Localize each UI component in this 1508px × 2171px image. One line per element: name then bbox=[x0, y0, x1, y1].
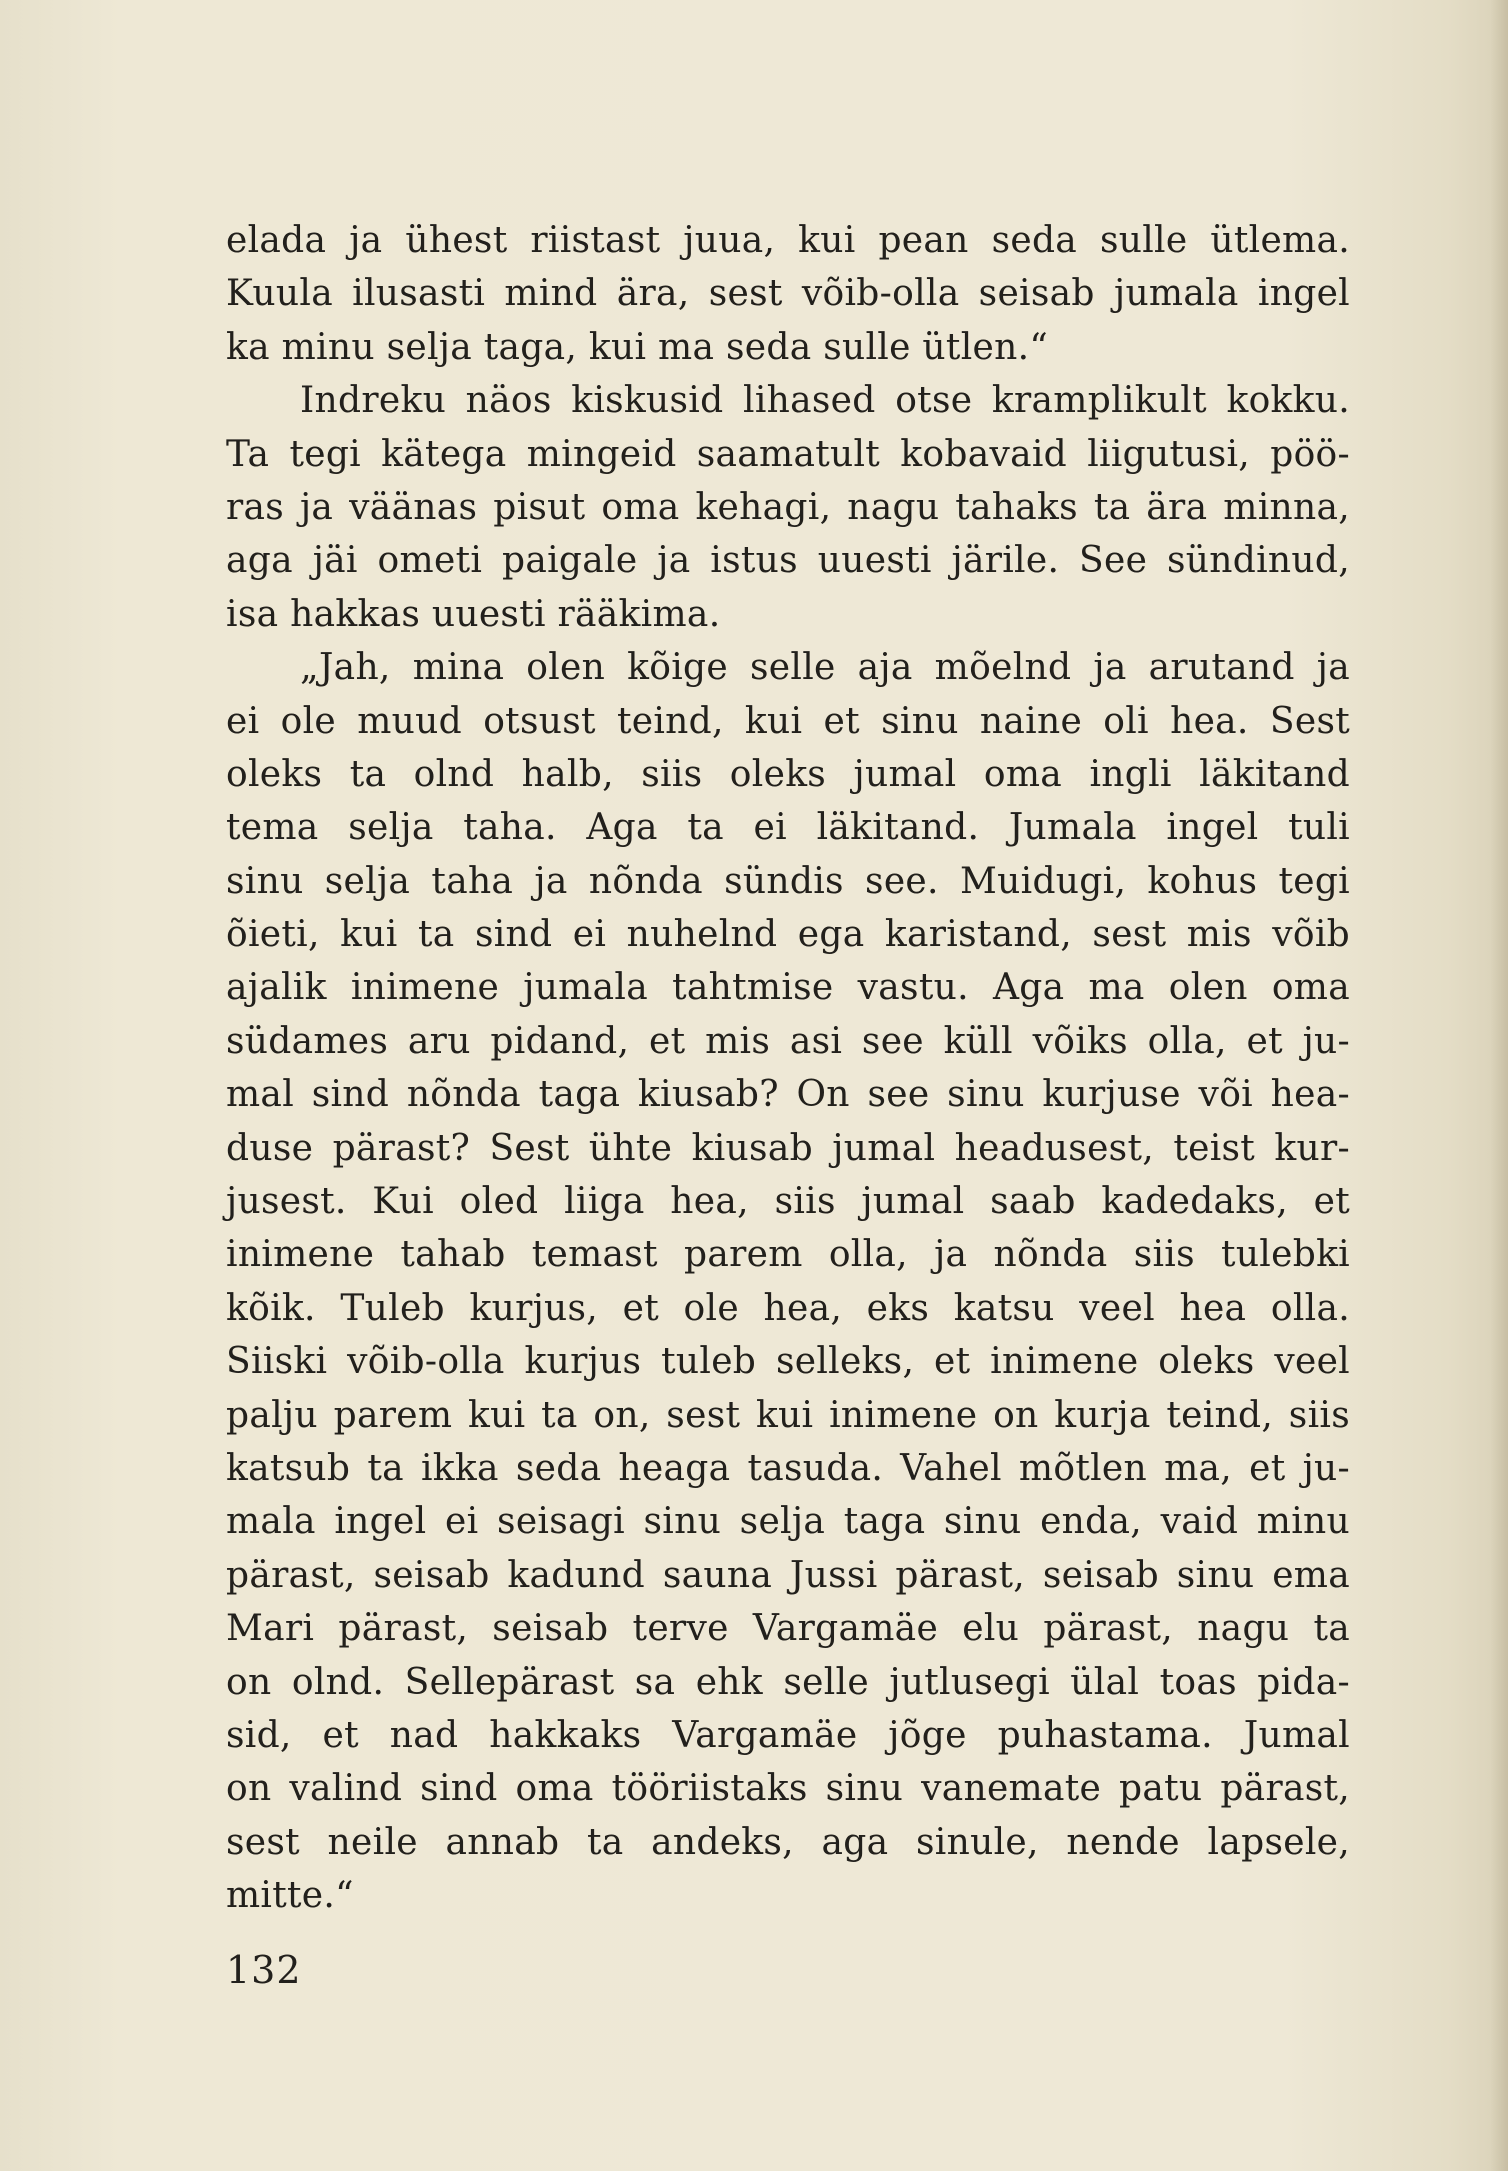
text-line: mal sind nõnda taga kiusab? On see sinu kurjuse või hea- bbox=[226, 1074, 1350, 1116]
text-line: ka minu selja taga, kui ma seda sulle ütlen.“ bbox=[226, 326, 1049, 368]
text-line: on valind sind oma tööriistaks sinu vanemate patu pärast, bbox=[226, 1768, 1350, 1810]
text-line: tema selja taha. Aga ta ei läkitand. Jumala ingel tuli bbox=[226, 807, 1350, 849]
text-line: sest neile annab ta andeks, aga sinule, nende lapsele, bbox=[226, 1821, 1350, 1863]
text-line: aga jäi ometi paigale ja istus uuesti järile. See sündinud, bbox=[226, 540, 1350, 582]
text-line: kõik. Tuleb kurjus, et ole hea, eks katsu veel hea olla. bbox=[226, 1287, 1350, 1329]
text-line: Mari pärast, seisab terve Vargamäe elu pärast, nagu ta bbox=[226, 1608, 1350, 1650]
text-line: jusest. Kui oled liiga hea, siis jumal saab kadedaks, et bbox=[226, 1181, 1350, 1223]
text-line: inimene tahab temast parem olla, ja nõnda siis tulebki bbox=[226, 1234, 1350, 1276]
text-line: Kuula ilusasti mind ära, sest võib-olla seisab jumala ingel bbox=[226, 273, 1350, 315]
text-line: ras ja väänas pisut oma kehagi, nagu tahaks ta ära minna, bbox=[226, 486, 1350, 528]
text-line: pärast, seisab kadund sauna Jussi pärast, seisab sinu ema bbox=[226, 1554, 1350, 1596]
text-line: ajalik inimene jumala tahtmise vastu. Aga ma olen oma bbox=[226, 967, 1350, 1009]
text-line: õieti, kui ta sind ei nuhelnd ega karistand, sest mis võib bbox=[226, 914, 1350, 956]
text-line: palju parem kui ta on, sest kui inimene on kurja teind, siis bbox=[226, 1394, 1350, 1436]
text-line: elada ja ühest riistast juua, kui pean seda sulle ütlema. bbox=[226, 220, 1350, 261]
text-line: südames aru pidand, et mis asi see küll võiks olla, et ju- bbox=[226, 1020, 1350, 1062]
text-line: mala ingel ei seisagi sinu selja taga sinu enda, vaid minu bbox=[226, 1501, 1350, 1543]
text-line: on olnd. Sellepärast sa ehk selle jutlusegi ülal toas pida- bbox=[226, 1661, 1350, 1703]
text-line: Indreku näos kiskusid lihased otse kramplikult kokku. bbox=[300, 380, 1350, 422]
page-number: 132 bbox=[226, 1948, 302, 1992]
text-line: mitte.“ bbox=[226, 1875, 354, 1917]
text-line: duse pärast? Sest ühte kiusab jumal headusest, teist kur- bbox=[226, 1127, 1350, 1169]
text-line: sinu selja taha ja nõnda sündis see. Muidugi, kohus tegi bbox=[226, 860, 1350, 902]
text-line: oleks ta olnd halb, siis oleks jumal oma ingli läkitand bbox=[226, 753, 1350, 795]
text-line: Ta tegi kätega mingeid saamatult kobavaid liigutusi, pöö- bbox=[226, 433, 1350, 475]
page-edge-shadow bbox=[1490, 0, 1508, 2171]
text-line: sid, et nad hakkaks Vargamäe jõge puhastama. Jumal bbox=[226, 1714, 1350, 1756]
text-line: isa hakkas uuesti rääkima. bbox=[226, 593, 721, 635]
text-line: Siiski võib-olla kurjus tuleb selleks, et inimene oleks veel bbox=[226, 1341, 1350, 1383]
text-line: ei ole muud otsust teind, kui et sinu naine oli hea. Sest bbox=[226, 700, 1350, 742]
body-text bbox=[226, 214, 1350, 1923]
text-line: katsub ta ikka seda heaga tasuda. Vahel mõtlen ma, et ju- bbox=[226, 1447, 1350, 1489]
text-line: „Jah, mina olen kõige selle aja mõelnd ja arutand ja bbox=[300, 647, 1350, 689]
